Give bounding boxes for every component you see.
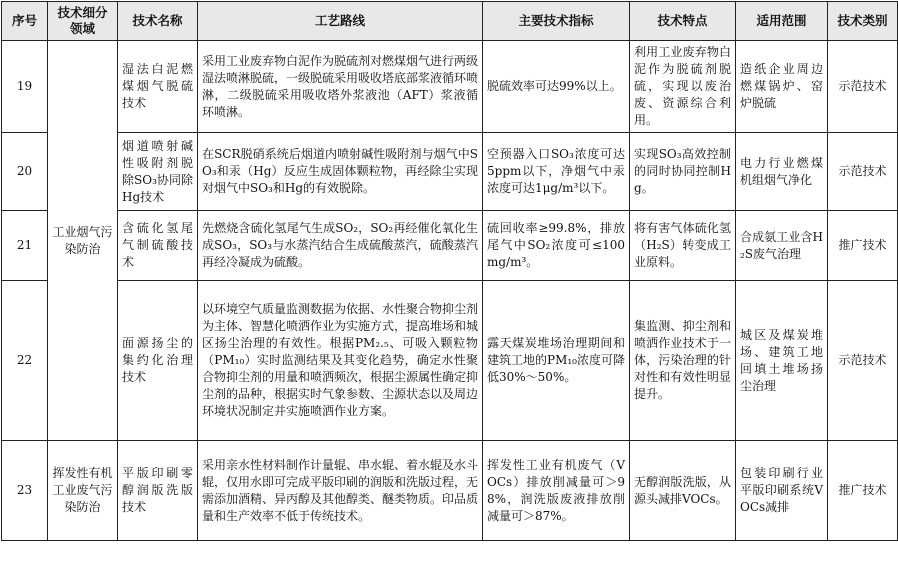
row-number: 20	[2, 133, 48, 211]
table-row	[2, 441, 898, 541]
category: 示范技术	[828, 281, 898, 441]
key-indicator: 脱硫效率可达99%以上。	[483, 41, 630, 133]
process-route: 在SCR脱硝系统后烟道内喷射碱性吸附剂与烟气中SO₃和汞（Hg）反应生成固体颗粒物，再经除尘实现对烟气中SO₃和Hg的有效脱除。	[198, 133, 483, 211]
header-feature: 技术特点	[630, 2, 736, 41]
row-number: 21	[2, 211, 48, 281]
row-number: 22	[2, 281, 48, 441]
header-row	[2, 2, 898, 41]
table-row	[2, 133, 898, 211]
tech-feature: 实现SO₃高效控制的同时协同控制Hg。	[630, 133, 736, 211]
header-name: 技术名称	[118, 2, 198, 41]
table-row	[2, 211, 898, 281]
header-field: 技术细分领域	[48, 2, 118, 41]
process-route: 采用亲水性材料制作计量辊、串水辊、着水辊及水斗辊，仅用水即可完成平版印刷的润版和洗版过程，无需添加酒精、异丙醇及其他醇类、醚类物质。印品质量和生产效率不低于传统技术。	[198, 441, 483, 541]
field-cell: 工业烟气污染防治	[48, 41, 118, 441]
process-route: 先燃烧含硫化氢尾气生成SO₂，SO₂再经催化氧化生成SO₃，SO₃与水蒸汽结合生成硫酸蒸汽，硫酸蒸汽再经冷凝成为硫酸。	[198, 211, 483, 281]
tech-name: 平版印刷零醇润版洗版技术	[118, 441, 198, 541]
row-number: 23	[2, 441, 48, 541]
category: 推广技术	[828, 441, 898, 541]
key-indicator: 挥发性工业有机废气（VOCs）排放削减量可＞98%，润洗版废液排放削减量可＞87%。	[483, 441, 630, 541]
scope: 包装印刷行业平版印刷系统VOCs减排	[736, 441, 828, 541]
header-no: 序号	[2, 2, 48, 41]
category: 示范技术	[828, 41, 898, 133]
key-indicator: 空预器入口SO₃浓度可达5ppm以下，净烟气中汞浓度可达1μg/m³以下。	[483, 133, 630, 211]
category: 示范技术	[828, 133, 898, 211]
tech-feature: 利用工业废弃物白泥作为脱硫剂脱硫，实现以废治废、资源综合利用。	[630, 41, 736, 133]
category: 推广技术	[828, 211, 898, 281]
tech-feature: 将有害气体硫化氢（H₂S）转变成工业原料。	[630, 211, 736, 281]
key-indicator: 露天煤炭堆场治理期间和建筑工地的PM₁₀浓度可降低30%～50%。	[483, 281, 630, 441]
technology-table	[1, 1, 898, 541]
key-indicator: 硫回收率≥99.8%，排放尾气中SO₂浓度可≤100mg/m³。	[483, 211, 630, 281]
tech-name: 含硫化氢尾气制硫酸技术	[118, 211, 198, 281]
field-cell: 挥发性有机工业废气污染防治	[48, 441, 118, 541]
scope: 电力行业燃煤机组烟气净化	[736, 133, 828, 211]
header-category: 技术类别	[828, 2, 898, 41]
header-scope: 适用范围	[736, 2, 828, 41]
tech-feature: 集监测、抑尘剂和喷洒作业技术于一体，污染治理的针对性和有效性明显提升。	[630, 281, 736, 441]
table-row	[2, 41, 898, 133]
tech-feature: 无醇润版洗版，从源头减排VOCs。	[630, 441, 736, 541]
tech-name: 烟道喷射碱性吸附剂脱除SO₃协同除Hg技术	[118, 133, 198, 211]
table-row	[2, 281, 898, 441]
header-indicator: 主要技术指标	[483, 2, 630, 41]
tech-name: 湿法白泥燃煤烟气脱硫技术	[118, 41, 198, 133]
row-number: 19	[2, 41, 48, 133]
scope: 造纸企业周边燃煤锅炉、窑炉脱硫	[736, 41, 828, 133]
scope: 合成氨工业含H₂S废气治理	[736, 211, 828, 281]
header-route: 工艺路线	[198, 2, 483, 41]
process-route: 采用工业废弃物白泥作为脱硫剂对燃煤烟气进行两级湿法喷淋脱硫，一级脱硫采用吸收塔底部浆液循环喷淋，二级脱硫采用吸收塔外浆液池（AFT）浆液循环喷淋。	[198, 41, 483, 133]
tech-name: 面源扬尘的集约化治理技术	[118, 281, 198, 441]
process-route: 以环境空气质量监测数据为依据、水性聚合物抑尘剂为主体、智慧化喷洒作业为实施方式，提高堆场和城区扬尘治理的有效性。根据PM₂.₅、可吸入颗粒物（PM₁₀）实时监测结果及其变化趋势，确定水性聚合物抑尘剂的用量和喷洒频次，根据尘源属性确定抑尘剂的品种，根据实时气象参数、尘源状态以及周边环境状况制定并实施喷洒作业方案。	[198, 281, 483, 441]
scope: 城区及煤炭堆场、建筑工地回填土堆场扬尘治理	[736, 281, 828, 441]
